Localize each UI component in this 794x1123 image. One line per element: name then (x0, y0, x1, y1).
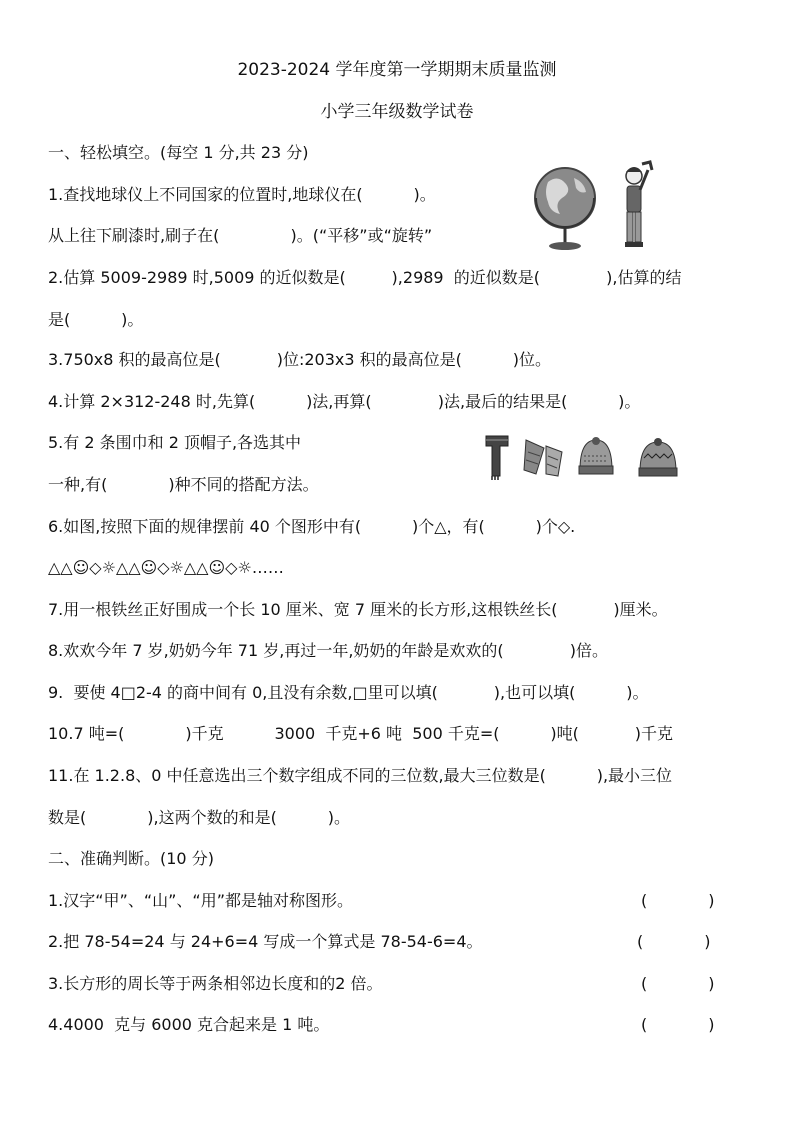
hat-1-illustration (576, 436, 616, 480)
question-5-line-1: 5.有 2 条围巾和 2 顶帽子,各选其中 (48, 433, 302, 452)
judge-item-1: 1.汉字“甲”、“山”、“用”都是轴对称图形。 (48, 891, 354, 910)
judge-bracket-1: ( ) (641, 891, 715, 910)
question-2-line-2: 是( )。 (48, 310, 144, 329)
question-11-line-1: 11.在 1.2.8、0 中任意选出三个数字组成不同的三位数,最大三位数是( ),最小三位 (48, 766, 673, 785)
globe-illustration (530, 160, 600, 252)
exam-subtitle: 小学三年级数学试卷 (320, 102, 474, 122)
question-5-line-2: 一种,有( )种不同的搭配方法。 (48, 475, 319, 494)
question-1-line-2: 从上往下刷漆时,刷子在( )。(“平移”或“旋转” (48, 226, 433, 245)
question-11-line-2: 数是( ),这两个数的和是( )。 (48, 808, 350, 827)
judge-item-2: 2.把 78-54=24 与 24+6=4 写成一个算式是 78-54-6=4。 (48, 932, 483, 951)
question-9: 9. 要使 4□2-4 的商中间有 0,且没有余数,□里可以填( ),也可以填( )。 (48, 683, 649, 702)
question-10: 10.7 吨=( )千克 3000 千克+6 吨 500 千克=( )吨( )千克 (48, 724, 674, 743)
judge-bracket-4: ( ) (641, 1015, 715, 1034)
exam-title: 2023-2024 学年度第一学期期末质量监测 (237, 60, 557, 80)
question-3: 3.750x8 积的最高位是( )位:203x3 积的最高位是( )位。 (48, 350, 551, 369)
scarf-1-illustration (480, 434, 514, 480)
hat-2-illustration (636, 436, 680, 480)
question-6-pattern: △△☺◇☼△△☺◇☼△△☺◇☼…… (48, 558, 284, 577)
section1-heading: 一、轻松填空。(每空 1 分,共 23 分) (48, 143, 309, 162)
judge-bracket-2: ( ) (637, 932, 711, 951)
question-7: 7.用一根铁丝正好围成一个长 10 厘米、宽 7 厘米的长方形,这根铁丝长( )厘米。 (48, 600, 668, 619)
judge-bracket-3: ( ) (641, 974, 715, 993)
section2-heading: 二、准确判断。(10 分) (48, 849, 214, 868)
question-6-line-1: 6.如图,按照下面的规律摆前 40 个图形中有( )个△，有( )个◇. (48, 517, 576, 536)
boy-pointing-illustration (618, 160, 658, 252)
question-4: 4.计算 2×312-248 时,先算( )法,再算( )法,最后的结果是( )。 (48, 392, 641, 411)
judge-item-4: 4.4000 克与 6000 克合起来是 1 吨。 (48, 1015, 330, 1034)
question-8: 8.欢欢今年 7 岁,奶奶今年 71 岁,再过一年,奶奶的年龄是欢欢的( )倍。 (48, 641, 609, 660)
scarf-2-illustration (520, 436, 568, 480)
question-2-line-1: 2.估算 5009-2989 时,5009 的近似数是( ),2989 的近似数是( ),估算的结 (48, 268, 682, 287)
question-1-line-1: 1.查找地球仪上不同国家的位置时,地球仪在( )。 (48, 185, 436, 204)
judge-item-3: 3.长方形的周长等于两条相邻边长度和的2 倍。 (48, 974, 383, 993)
